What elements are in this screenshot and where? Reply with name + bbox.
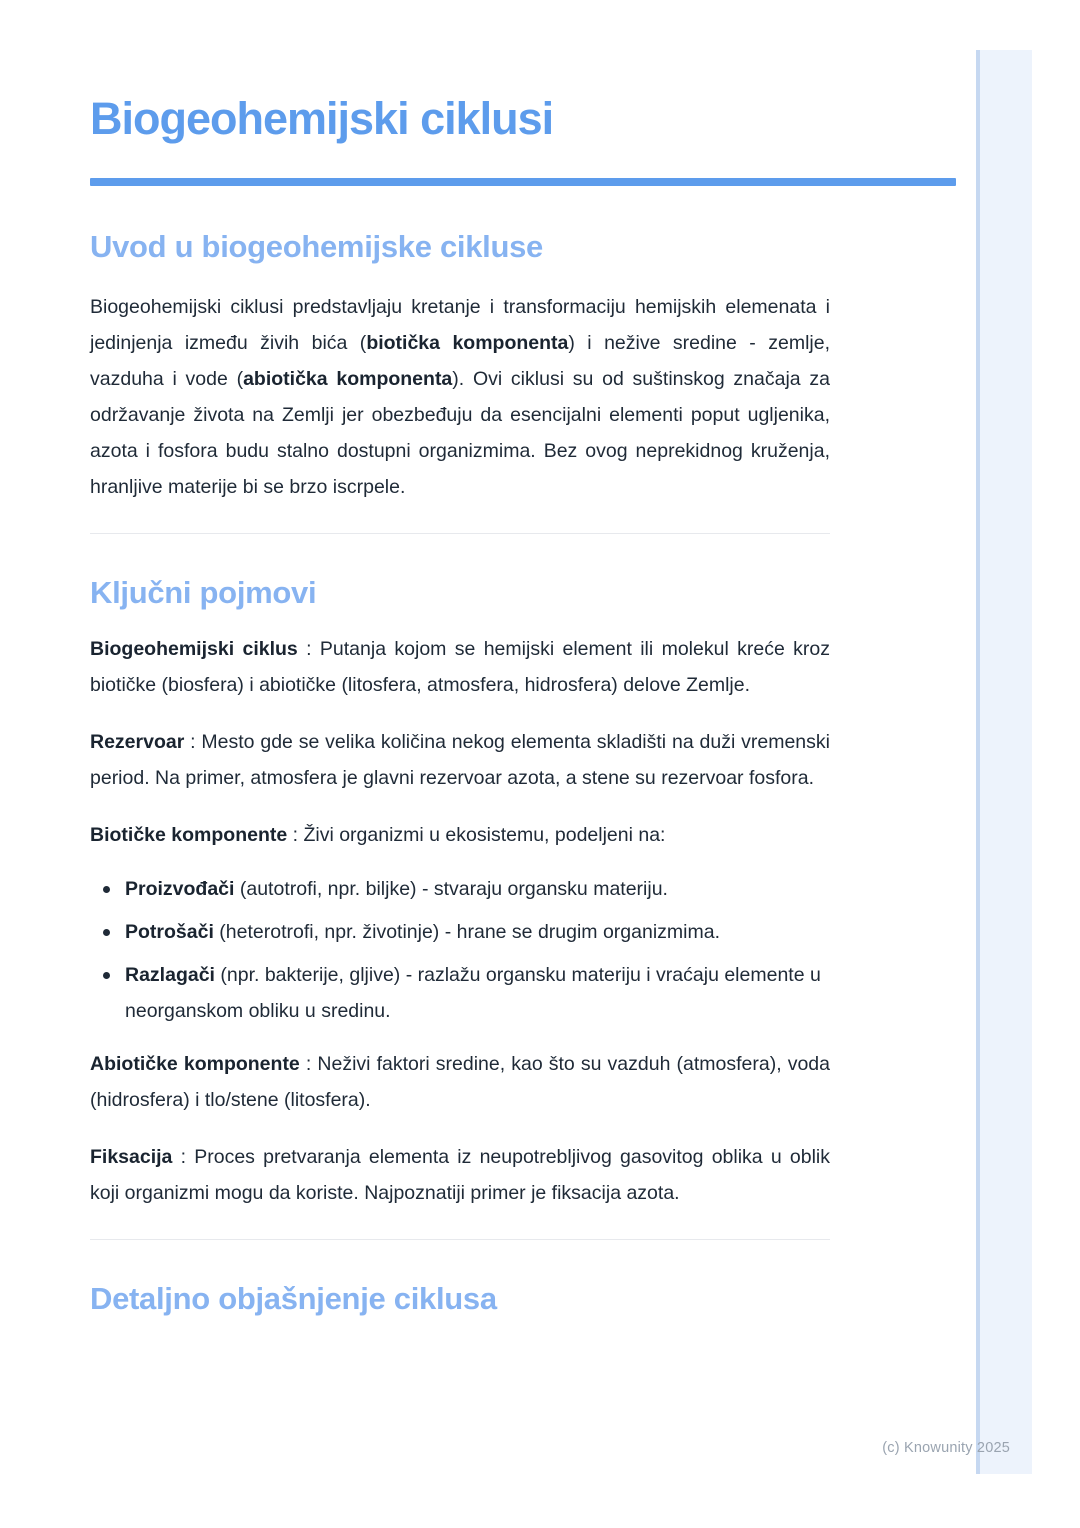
- definition-text: Mesto gde se velika količina nekog elementa skladišti na duži vremenski period. Na primer, atmosfera je glavni rezervoar azota, a stene su rezervoar fosfora.: [90, 731, 830, 789]
- definition-text: Neživi faktori sredine, kao što su vazduh (atmosfera), voda (hidrosfera) i tlo/stene (litosfera).: [90, 1053, 830, 1111]
- document-page: [90, 0, 830, 1317]
- list-item-term: Potrošači: [125, 921, 214, 943]
- list-item-text: (heterotrofi, npr. životinje) - hrane se drugim organizmima.: [213, 921, 720, 943]
- definition-separator: :: [287, 824, 304, 846]
- definition-text: Proces pretvaranja elementa iz neupotrebljivog gasovitog oblika u oblik koji organizmi mogu da koriste. Najpoznatiji primer je fiksacija azota.: [90, 1146, 830, 1204]
- definition-separator: :: [299, 1053, 318, 1075]
- footer-copyright: (c) Knowunity 2025: [882, 1440, 1010, 1456]
- section-heading-intro: Uvod u biogeohemijske cikluse: [90, 229, 543, 264]
- list-item-term: Razlagači: [125, 964, 215, 986]
- page-title: Biogeohemijski ciklusi: [90, 93, 554, 144]
- definition-paragraph-biogeochemical-cycle: [90, 631, 830, 703]
- section-divider: [90, 533, 830, 534]
- page-accent-strip: [976, 50, 1032, 1474]
- intro-paragraph: Biogeohemijski ciklusi predstavljaju kretanje i transformaciju hemijskih elemenata i jedinjenja između živih bića (biotička komponenta) i nežive sredine - zemlje, vazduha i vode (abiotička komponenta). Ovi ciklusi su od suštinskog značaja za održavanje života na Zemlji jer obezbeđuju da esencijalni elementi poput ugljenika, azota i fosfora budu stalno dostupni organizmima. Bez ovog neprekidnog kruženja, hranljive materije bi se brzo iscrpele.: [90, 296, 830, 498]
- section-heading-details: Detaljno objašnjenje ciklusa: [90, 1281, 497, 1316]
- definition-paragraph-fixation: [90, 1139, 830, 1211]
- definition-paragraph-abiotic-components: [90, 1046, 830, 1118]
- definition-term: Biotičke komponente: [90, 824, 288, 846]
- section-heading-key-terms: Ključni pojmovi: [90, 575, 317, 610]
- list-item-text: (autotrofi, npr. biljke) - stvaraju organsku materiju.: [234, 878, 668, 900]
- list-item-producers: [90, 871, 830, 907]
- list-item-consumers: [90, 914, 830, 950]
- definition-paragraph-biotic-components: [90, 817, 830, 853]
- definition-text: Živi organizmi u ekosistemu, podeljeni na:: [303, 824, 666, 846]
- title-rule: [90, 178, 956, 186]
- definition-separator: :: [184, 731, 202, 753]
- definition-term: Biogeohemijski ciklus: [90, 638, 298, 660]
- list-item-text: (npr. bakterije, gljive) - razlažu organsku materiju i vraćaju elemente u neorganskom obliku u sredinu.: [125, 964, 821, 1022]
- definition-separator: :: [172, 1146, 195, 1168]
- definition-separator: :: [297, 638, 320, 660]
- definition-term: Rezervoar: [90, 731, 185, 753]
- definition-text: Putanja kojom se hemijski element ili molekul kreće kroz biotičke (biosfera) i abiotičke (litosfera, atmosfera, hidrosfera) delove Zemlje.: [90, 638, 830, 696]
- definition-term: Abiotičke komponente: [90, 1053, 300, 1075]
- biotic-components-list: [90, 871, 830, 1029]
- section-divider: [90, 1239, 830, 1240]
- definition-paragraph-reservoir: [90, 724, 830, 796]
- list-item-decomposers: [90, 957, 830, 1029]
- definition-term: Fiksacija: [90, 1146, 173, 1168]
- list-item-term: Proizvođači: [125, 878, 235, 900]
